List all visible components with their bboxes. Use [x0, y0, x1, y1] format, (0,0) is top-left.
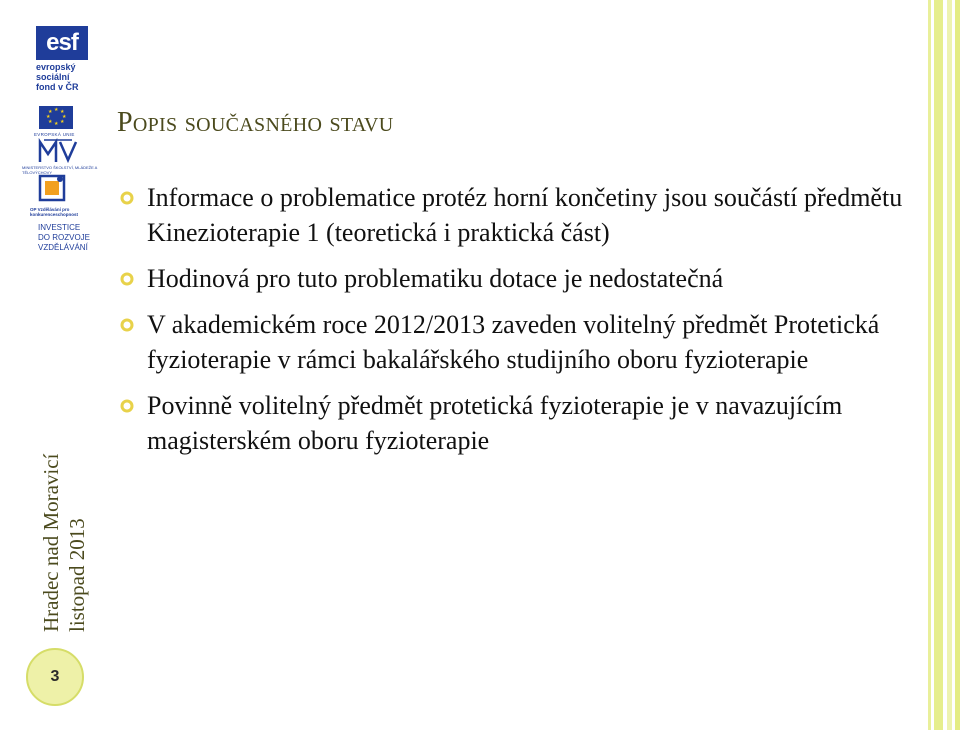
eu-flag-icon: ★ ★ ★ ★ ★ ★ ★ ★ [39, 106, 73, 129]
decorative-stripe [928, 0, 931, 730]
footer-date: listopad 2013 [65, 518, 89, 632]
bullet-text: V akademickém roce 2012/2013 zaveden volitelný předmět Protetická fyzioterapie v rámci bakalářského studijního oboru fyzioterapie [147, 310, 880, 374]
investice-label: INVESTICE DO ROZVOJE VZDĚLÁVÁNÍ [38, 223, 91, 252]
list-item [120, 307, 910, 377]
bullet-text: Povinně volitelný předmět protetická fyzioterapie je v navazujícím magisterském oboru fyzioterapie [147, 391, 843, 455]
circle-outline-bullet-icon [120, 191, 134, 205]
bullet-list [120, 180, 910, 469]
esf-mark: esf [36, 26, 88, 60]
op-label: OP Vzdělávání pro konkurenceschopnost [30, 207, 79, 217]
esf-logo [36, 26, 88, 92]
list-item [120, 180, 910, 250]
msmt-logo-icon [38, 138, 78, 164]
footer-location: Hradec nad Moravicí [39, 453, 63, 632]
decorative-stripe [955, 0, 960, 730]
vertical-footer [38, 392, 98, 632]
list-item [120, 388, 910, 458]
msmt-label: MINISTERSTVO ŠKOLSTVÍ, MLÁDEŽE A TĚLOVÝCHOVY [22, 165, 98, 175]
op-logo-icon [38, 174, 66, 204]
slide-title: Popis současného stavu [117, 107, 394, 138]
list-item [120, 261, 910, 296]
slide-number-badge: 3 [26, 648, 84, 706]
decorative-stripe [934, 0, 943, 730]
circle-outline-bullet-icon [120, 272, 134, 286]
bullet-text: Hodinová pro tuto problematiku dotace je nedostatečná [147, 264, 724, 293]
circle-outline-bullet-icon [120, 318, 134, 332]
eu-label: EVROPSKÁ UNIE [34, 132, 75, 137]
esf-text: evropský sociální fond v ČR [36, 62, 79, 92]
bullet-text: Informace o problematice protéz horní končetiny jsou součástí předmětu Kinezioterapie 1 (teoretická i praktická část) [147, 183, 903, 247]
circle-outline-bullet-icon [120, 399, 134, 413]
decorative-stripe [947, 0, 952, 730]
